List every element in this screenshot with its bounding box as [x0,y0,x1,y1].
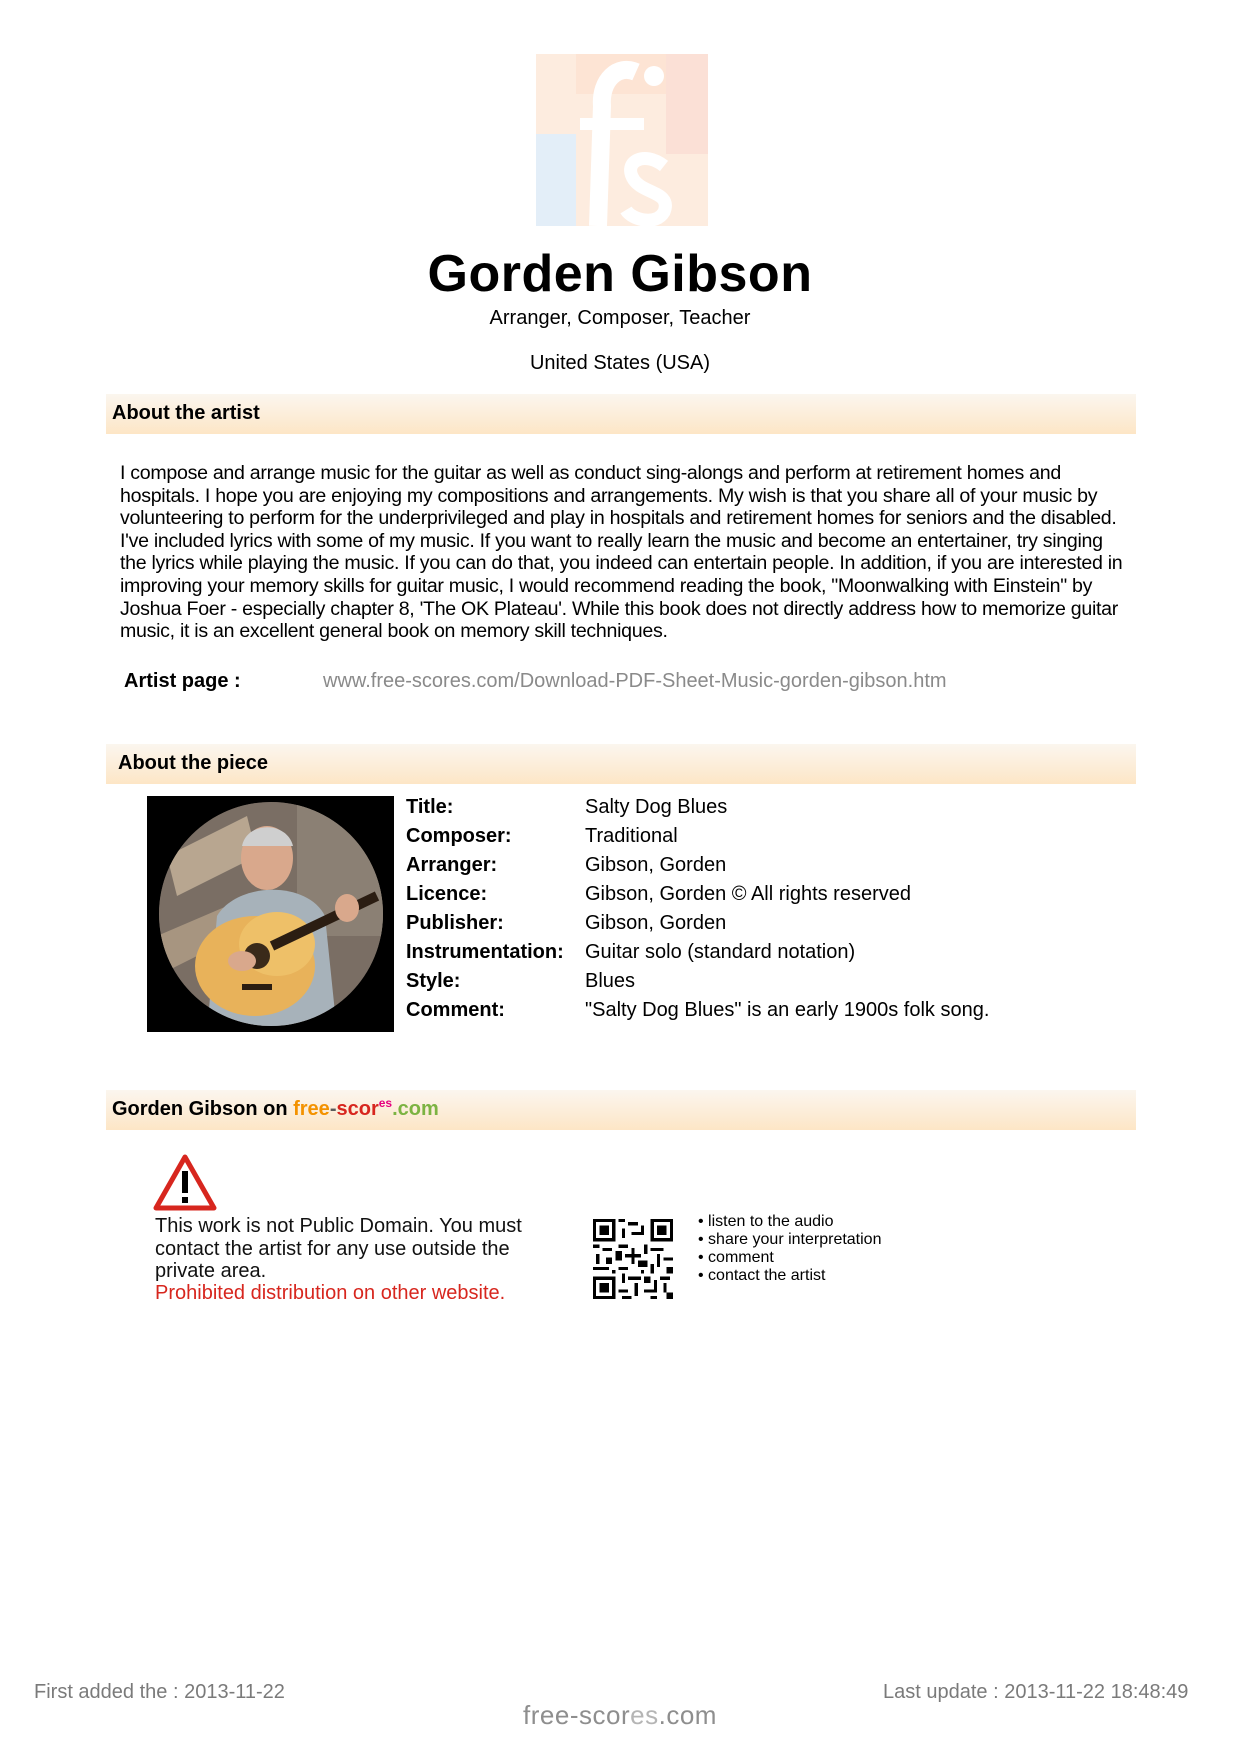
meta-value: Guitar solo (standard notation) [585,941,856,963]
artist-country: United States (USA) [529,352,711,374]
fs-logo-icon [536,54,708,226]
meta-label: Licence: [406,883,488,905]
section-title [112,1098,439,1121]
feature-contact-artist[interactable]: • contact the artist [698,1267,881,1285]
site-logo-text[interactable]: free-scor$^{es}$.com [293,1096,439,1120]
section-about-artist [106,394,1136,434]
meta-label: Title: [406,796,454,818]
last-update-date: Last update : 2013-11-22 18:48:49 [883,1681,1189,1703]
meta-value: Gibson, Gorden [585,854,727,876]
footer-site-logo: free-scores.com [523,1700,717,1730]
artist-page-link[interactable]: www.free-scores.com/Download-PDF-Sheet-Music-gorden-gibson.htm [323,670,947,692]
feature-share-interpretation[interactable]: • share your interpretation [698,1231,881,1249]
artist-bio: I compose and arrange music for the guitar as well as conduct sing-alongs and perform at retirement homes and hospitals. I hope you are enjoying my compositions and arrangements. My wish is that you share all of your music by volunteering to perform for the underprivileged and play in hospitals and retirement homes for seniors and the disabled. I've included lyrics with some of my music. If you want to really learn the music and become an entertainer, try singing the lyrics while playing the music. If you can do that, you indeed can entertain people. In addition, if you are interested in improving your memory skills for guitar music, I would recommend reading the book, "Moonwalking with Einstein" by Joshua Foer - especially chapter 8, 'The OK Plateau'. While this book does not directly address how to memorize guitar music, it is an excellent general book on memory skill techniques. [120,462,1123,643]
artist-name: Gorden Gibson [427,245,813,303]
artist-photo [147,796,394,1032]
meta-value: "Salty Dog Blues" is an early 1900s folk song. [585,999,990,1021]
section-title: About the piece [118,752,269,774]
meta-value: Traditional [585,825,678,847]
meta-label: Instrumentation: [406,941,564,963]
meta-label: Composer: [406,825,512,847]
qr-code-icon[interactable] [593,1219,673,1299]
meta-value: Gibson, Gorden © All rights reserved [585,883,911,905]
warning-icon [153,1153,217,1211]
meta-value: Blues [585,970,636,992]
meta-label: Arranger: [406,854,498,876]
meta-value: Salty Dog Blues [585,796,728,818]
first-added-date: First added the : 2013-11-22 [34,1681,285,1703]
section-on-site [106,1090,1136,1130]
section-about-piece [106,744,1136,784]
prohibited-notice: Prohibited distribution on other website. [155,1282,506,1304]
artist-roles: Arranger, Composer, Teacher [489,307,751,329]
feature-comment[interactable]: • comment [698,1249,881,1267]
feature-list [698,1213,881,1285]
feature-listen-audio[interactable]: • listen to the audio [698,1213,881,1231]
section-title-prefix: Gorden Gibson on [112,1098,288,1120]
section-title: About the artist [112,402,260,424]
meta-value: Gibson, Gorden [585,912,727,934]
meta-label: Comment: [406,999,505,1021]
artist-page-label: Artist page : [124,670,241,692]
copyright-notice: This work is not Public Domain. You must contact the artist for any use outside the private area. [155,1215,522,1282]
meta-label: Style: [406,970,461,992]
meta-label: Publisher: [406,912,504,934]
